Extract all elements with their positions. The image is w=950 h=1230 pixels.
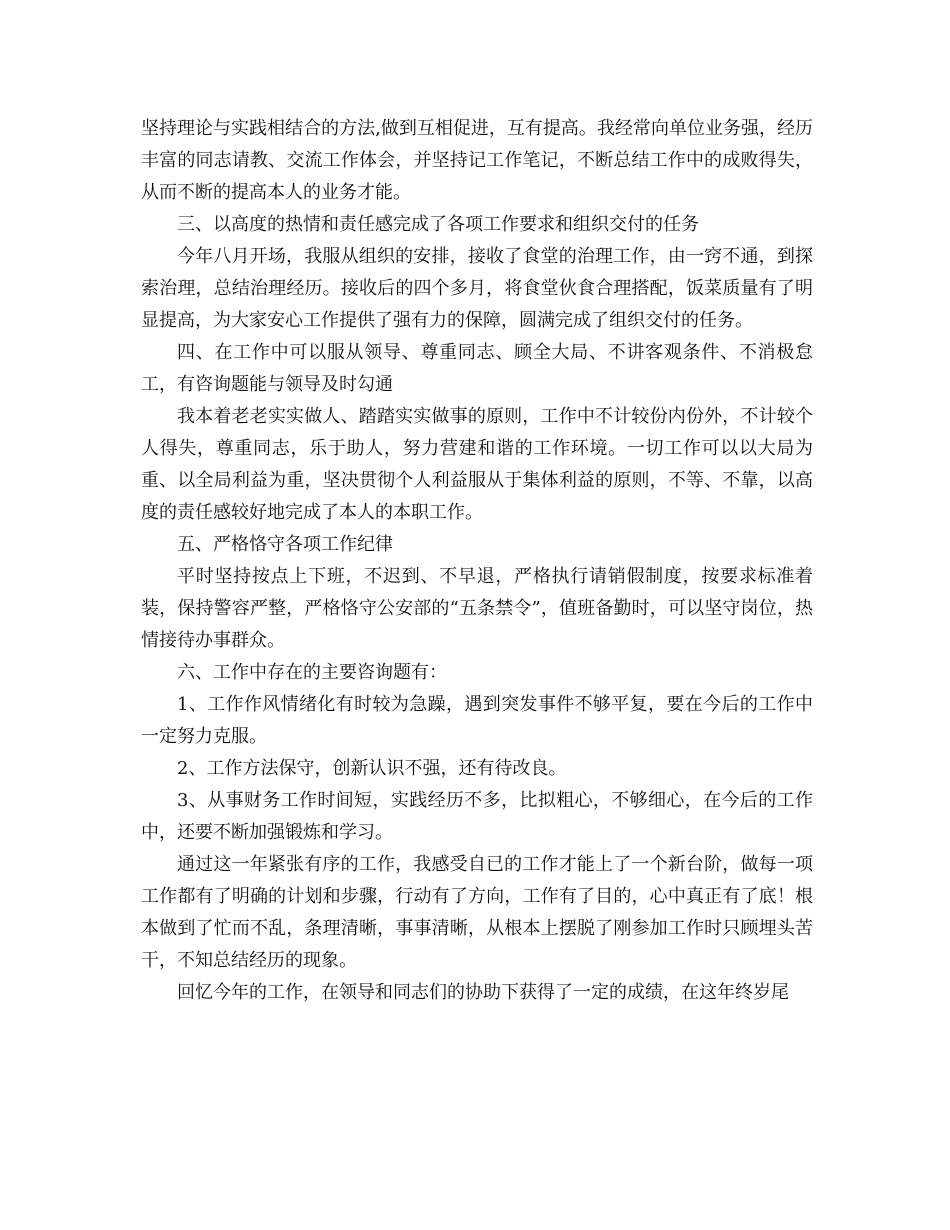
paragraph: 今年八月开场，我服从组织的安排，接收了食堂的治理工作，由一窍不通，到探索治理，总结治理经历。接收后的四个多月，将食堂伙食合理搭配，饭菜质量有了明显提高，为大家安心工作提供了强有力的保障，圆满完成了组织交付的任务。 — [141, 246, 813, 331]
paragraph: 通过这一年紧张有序的工作，我感受自已的工作才能上了一个新台阶，做每一项工作都有了明确的计划和步骤，行动有了方向，工作有了目的，心中真正有了底！根本做到了忙而不乱，条理清晰，事事清晰，从根本上摆脱了刚参加工作时只顾埋头苦干，不知总结经历的现象。 — [141, 854, 813, 971]
list-item: 3、从事财务工作时间短，实践经历不多，比拟粗心，不够细心，在今后的工作中，还要不断加强锻炼和学习。 — [141, 790, 813, 843]
section-heading: 四、在工作中可以服从领导、尊重同志、顾全大局、不讲客观条件、不消极怠工，有咨询题能与领导及时勾通 — [141, 342, 813, 395]
document-page — [141, 113, 813, 1009]
list-item: 2、工作方法保守，创新认识不强，还有待改良。 — [177, 758, 567, 779]
paragraph: 我本着老老实实做人、踏踏实实做事的原则，工作中不计较份内份外，不计较个人得失，尊重同志，乐于助人，努力营建和谐的工作环境。一切工作可以以大局为重、以全局利益为重，坚决贯彻个人利益服从于集体利益的原则，不等、不靠，以高度的责任感较好地完成了本人的本职工作。 — [141, 406, 813, 523]
paragraph: 平时坚持按点上下班，不迟到、不早退，严格执行请销假制度，按要求标准着装，保持警容严整，严格恪守公安部的“五条禁令”，值班备勤时，可以坚守岗位，热情接待办事群众。 — [141, 566, 813, 651]
list-item: 1、工作作风情绪化有时较为急躁，遇到突发事件不够平复，要在今后的工作中一定努力克服。 — [141, 694, 813, 747]
paragraph: 坚持理论与实践相结合的方法,做到互相促进，互有提高。我经常向单位业务强，经历丰富的同志请教、交流工作体会，并坚持记工作笔记，不断总结工作中的成败得失，从而不断的提高本人的业务才能。 — [141, 118, 813, 203]
section-heading: 五、严格恪守各项工作纪律 — [177, 534, 393, 555]
section-heading: 三、以高度的热情和责任感完成了各项工作要求和组织交付的任务 — [177, 214, 699, 235]
paragraph: 回忆今年的工作，在领导和同志们的协助下获得了一定的成绩，在这年终岁尾 — [177, 982, 789, 1003]
section-heading: 六、工作中存在的主要咨询题有： — [177, 662, 447, 683]
